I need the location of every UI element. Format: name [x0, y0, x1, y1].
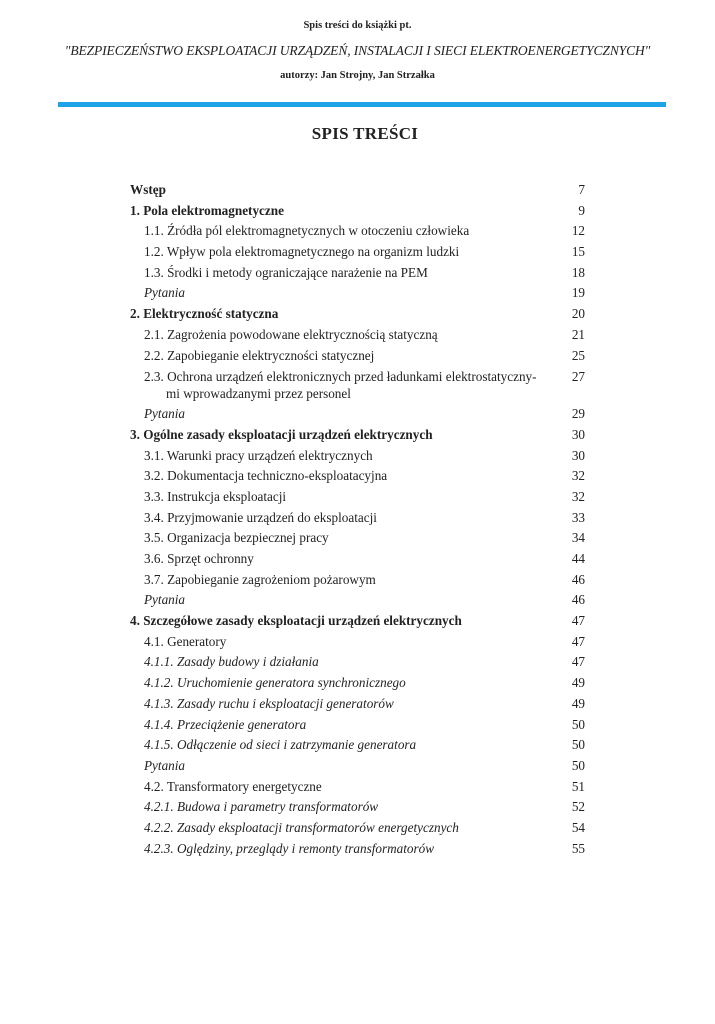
toc-entry-page: 50	[571, 716, 585, 732]
toc-entry	[130, 797, 585, 818]
toc-entry-page: 50	[571, 757, 585, 773]
toc-entry	[130, 366, 585, 404]
toc-entry-page: 21	[571, 326, 585, 342]
toc-entry-title-line2: mi wprowadzanymi przez personel	[166, 386, 351, 402]
toc-entry-page: 55	[571, 840, 585, 856]
toc-entry-page: 29	[571, 406, 585, 422]
toc-entry-page: 30	[571, 426, 585, 442]
toc-entry-title: 4.1.3. Zasady ruchu i eksploatacji generatorów	[144, 695, 394, 711]
toc-entry-title: 4.1.5. Odłączenie od sieci i zatrzymanie generatora	[144, 737, 417, 753]
toc-entry	[130, 221, 585, 242]
toc-entry-title: Wstęp	[130, 182, 166, 197]
toc-entry-title: 4.1. Generatory	[144, 633, 227, 649]
toc-entry-page: 47	[571, 654, 585, 670]
toc-entry-page: 30	[571, 447, 585, 463]
toc-entry	[130, 694, 585, 715]
toc-entry	[130, 466, 585, 487]
toc-entry-page: 18	[571, 264, 585, 280]
header-divider	[58, 102, 666, 107]
header-caption: Spis treści do książki pt.	[303, 20, 412, 31]
toc-entry	[130, 425, 585, 446]
toc-entry-title: 1.2. Wpływ pola elektromagnetycznego na organizm ludzki	[144, 244, 460, 260]
toc-entry	[130, 590, 585, 611]
toc-entry-page: 51	[571, 778, 585, 794]
toc-entry	[130, 242, 585, 263]
toc-entry-page: 47	[571, 633, 585, 649]
toc-entry-title: Pytania	[144, 757, 186, 773]
toc-entry	[130, 404, 585, 425]
toc-entry	[130, 201, 585, 222]
toc-entry-title: 3.3. Instrukcja eksploatacji	[144, 488, 287, 504]
toc-entry-page: 32	[571, 468, 585, 484]
toc-entry-page: 46	[571, 592, 585, 608]
toc-entry-title: 4.2.2. Zasady eksploatacji transformatorów energetycznych	[144, 819, 459, 835]
toc-entry	[130, 325, 585, 346]
toc-entry-title: 4. Szczegółowe zasady eksploatacji urządzeń elektrycznych	[130, 613, 462, 629]
toc-entry	[130, 632, 585, 653]
toc-entry-title-line1: 2.3. Ochrona urządzeń elektronicznych przed ładunkami elektrostatyczny-	[144, 369, 537, 385]
toc-entry-page: 20	[571, 306, 585, 322]
toc-entry-page: 50	[571, 737, 585, 753]
toc-entry-title: 4.1.2. Uruchomienie generatora synchronicznego	[144, 675, 406, 691]
toc-entry-page: 9	[578, 202, 585, 218]
toc-entry	[130, 611, 585, 632]
toc-entry-title: 4.2.3. Oględziny, przeglądy i remonty transformatorów	[144, 840, 434, 856]
toc-entry-title: 4.2. Transformatory energetyczne	[144, 778, 322, 794]
toc-entry	[130, 528, 585, 549]
toc-entry-title: 3.6. Sprzęt ochronny	[144, 551, 254, 566]
toc-entry-page: 49	[571, 695, 585, 711]
toc-entry-title: Pytania	[144, 285, 186, 301]
toc-entry-page: 44	[571, 551, 585, 566]
toc-entry-title: 4.2.1. Budowa i parametry transformatorów	[144, 799, 379, 815]
page-title: SPIS TREŚCI	[311, 124, 419, 143]
toc-entry-title: 1.1. Źródła pól elektromagnetycznych w otoczeniu człowieka	[144, 223, 470, 239]
toc-entry	[130, 570, 585, 591]
toc-entry	[130, 839, 585, 860]
toc-entry	[130, 673, 585, 694]
toc-entry	[130, 346, 585, 367]
toc-entry-page: 34	[571, 530, 585, 546]
toc-entry-title: 2.1. Zagrożenia powodowane elektrycznością statyczną	[144, 326, 438, 342]
toc-entry	[130, 652, 585, 673]
toc-entry-page: 33	[571, 509, 585, 525]
toc-entry-title: 3.7. Zapobieganie zagrożeniom pożarowym	[144, 571, 376, 587]
toc-entry	[130, 715, 585, 736]
toc-entry	[130, 263, 585, 284]
toc-entry-title: 3.1. Warunki pracy urządzeń elektrycznych	[144, 447, 373, 463]
toc-entry-title: 1. Pola elektromagnetyczne	[130, 202, 284, 218]
toc-entry	[130, 283, 585, 304]
toc-entry	[130, 508, 585, 529]
toc-entry-page: 7	[578, 182, 585, 197]
toc-entry-page: 15	[571, 244, 585, 260]
toc-entry	[130, 446, 585, 467]
toc-entry-page: 27	[571, 369, 585, 385]
toc-entry-title: 3.2. Dokumentacja techniczno-eksploatacyjna	[144, 468, 388, 484]
toc-entry-title: 1.3. Środki i metody ograniczające narażenie na PEM	[144, 264, 428, 280]
toc-entry-title: 3.5. Organizacja bezpiecznej pracy	[144, 530, 329, 546]
toc-entry	[130, 756, 585, 777]
toc-entry-title: Pytania	[144, 406, 186, 422]
toc-entry-page: 54	[571, 819, 585, 835]
toc-entry	[130, 304, 585, 325]
toc-entry-title: 4.1.1. Zasady budowy i działania	[144, 654, 319, 670]
toc-entry-title: Pytania	[144, 592, 186, 608]
toc-entry-page: 49	[571, 675, 585, 691]
toc-entry-page: 52	[571, 799, 585, 815]
toc-entry-title: 4.1.4. Przeciążenie generatora	[144, 716, 307, 732]
toc-entry	[130, 777, 585, 798]
toc-entry-page: 47	[571, 613, 585, 629]
toc-entry-page: 12	[571, 223, 585, 239]
toc-entry-page: 46	[571, 571, 585, 587]
book-title: "BEZPIECZEŃSTWO EKSPLOATACJI URZĄDZEŃ, INSTALACJI I SIECI ELEKTROENERGETYCZNYCH"	[64, 43, 651, 58]
toc-entry-page: 19	[571, 285, 585, 301]
toc-entry-title	[130, 368, 545, 402]
table-of-contents	[130, 180, 585, 859]
toc-entry-title: 2. Elektryczność statyczna	[130, 306, 279, 322]
authors-line: autorzy: Jan Strojny, Jan Strzałka	[280, 70, 435, 81]
toc-entry	[130, 180, 585, 201]
toc-entry	[130, 487, 585, 508]
toc-entry-title: 3. Ogólne zasady eksploatacji urządzeń elektrycznych	[130, 426, 433, 442]
toc-entry	[130, 549, 585, 570]
toc-entry	[130, 735, 585, 756]
toc-entry-title: 3.4. Przyjmowanie urządzeń do eksploatacji	[144, 509, 377, 525]
toc-entry-page: 25	[571, 347, 585, 363]
toc-entry-title: 2.2. Zapobieganie elektryczności statycznej	[144, 347, 375, 363]
toc-entry	[130, 818, 585, 839]
toc-entry-page: 32	[571, 488, 585, 504]
